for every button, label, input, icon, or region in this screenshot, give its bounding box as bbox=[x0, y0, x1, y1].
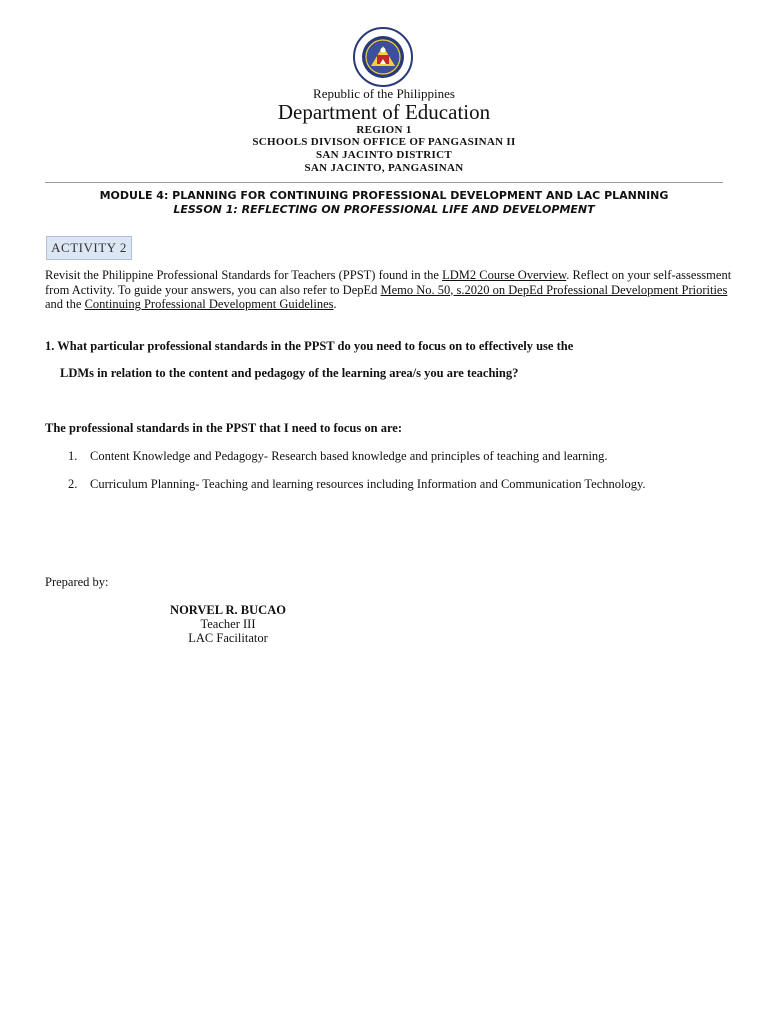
prepared-by-label: Prepared by: bbox=[45, 575, 109, 589]
list-item-text: Content Knowledge and Pedagogy- Research based knowledge and principles of teaching and learning. bbox=[90, 449, 608, 463]
signatory-name: NORVEL R. BUCAO bbox=[170, 603, 286, 617]
answer-heading: The professional standards in the PPST that I need to focus on are: bbox=[45, 421, 402, 435]
signatory-title: Teacher III bbox=[200, 617, 256, 631]
department-title: Department of Education bbox=[277, 100, 491, 124]
instructions-text-1: Revisit the Philippine Professional Standards for Teachers (PPST) found in the bbox=[45, 268, 443, 282]
question-line-2: LDMs in relation to the content and pedagogy of the learning area/s you are teaching? bbox=[60, 366, 519, 380]
list-item-number: 1. bbox=[68, 449, 78, 463]
cpd-guidelines-link[interactable]: Continuing Professional Development Guidelines bbox=[84, 297, 334, 311]
list-item bbox=[68, 449, 608, 464]
division-line: SCHOOLS DIVISON OFFICE OF PANGASINAN II bbox=[252, 136, 516, 148]
republic-line: Republic of the Philippines bbox=[313, 86, 455, 101]
region-line: REGION 1 bbox=[356, 124, 412, 136]
lesson-title: LESSON 1: REFLECTING ON PROFESSIONAL LIFE AND DEVELOPMENT bbox=[173, 203, 595, 216]
instructions-text-2: . Reflect on your self-assessment from Activity. To guide your answers, you can also refer to DepEd bbox=[45, 268, 732, 297]
instructions-text-4: . bbox=[333, 297, 337, 311]
list-item bbox=[68, 477, 646, 492]
list-item-text: Curriculum Planning- Teaching and learning resources including Information and Communication Technology. bbox=[90, 477, 646, 491]
ldm2-course-overview-link[interactable]: LDM2 Course Overview bbox=[442, 268, 567, 282]
deped-memo-link[interactable]: Memo No. 50, s.2020 on DepEd Professional Development Priorities bbox=[380, 282, 728, 297]
header-divider bbox=[45, 182, 723, 183]
activity-label-box: ACTIVITY 2 bbox=[46, 236, 132, 260]
activity-instructions bbox=[45, 268, 735, 312]
question-line-1: 1. What particular professional standards in the PPST do you need to focus on to effectively use the bbox=[45, 339, 574, 353]
instructions-text-3: and the bbox=[45, 297, 85, 311]
list-item-number: 2. bbox=[68, 477, 78, 491]
town-line: SAN JACINTO, PANGASINAN bbox=[304, 162, 464, 174]
district-line: SAN JACINTO DISTRICT bbox=[316, 149, 452, 161]
signatory-role: LAC Facilitator bbox=[188, 631, 268, 645]
deped-seal-icon bbox=[347, 26, 419, 88]
module-title: MODULE 4: PLANNING FOR CONTINUING PROFESSIONAL DEVELOPMENT AND LAC PLANNING bbox=[99, 189, 669, 202]
